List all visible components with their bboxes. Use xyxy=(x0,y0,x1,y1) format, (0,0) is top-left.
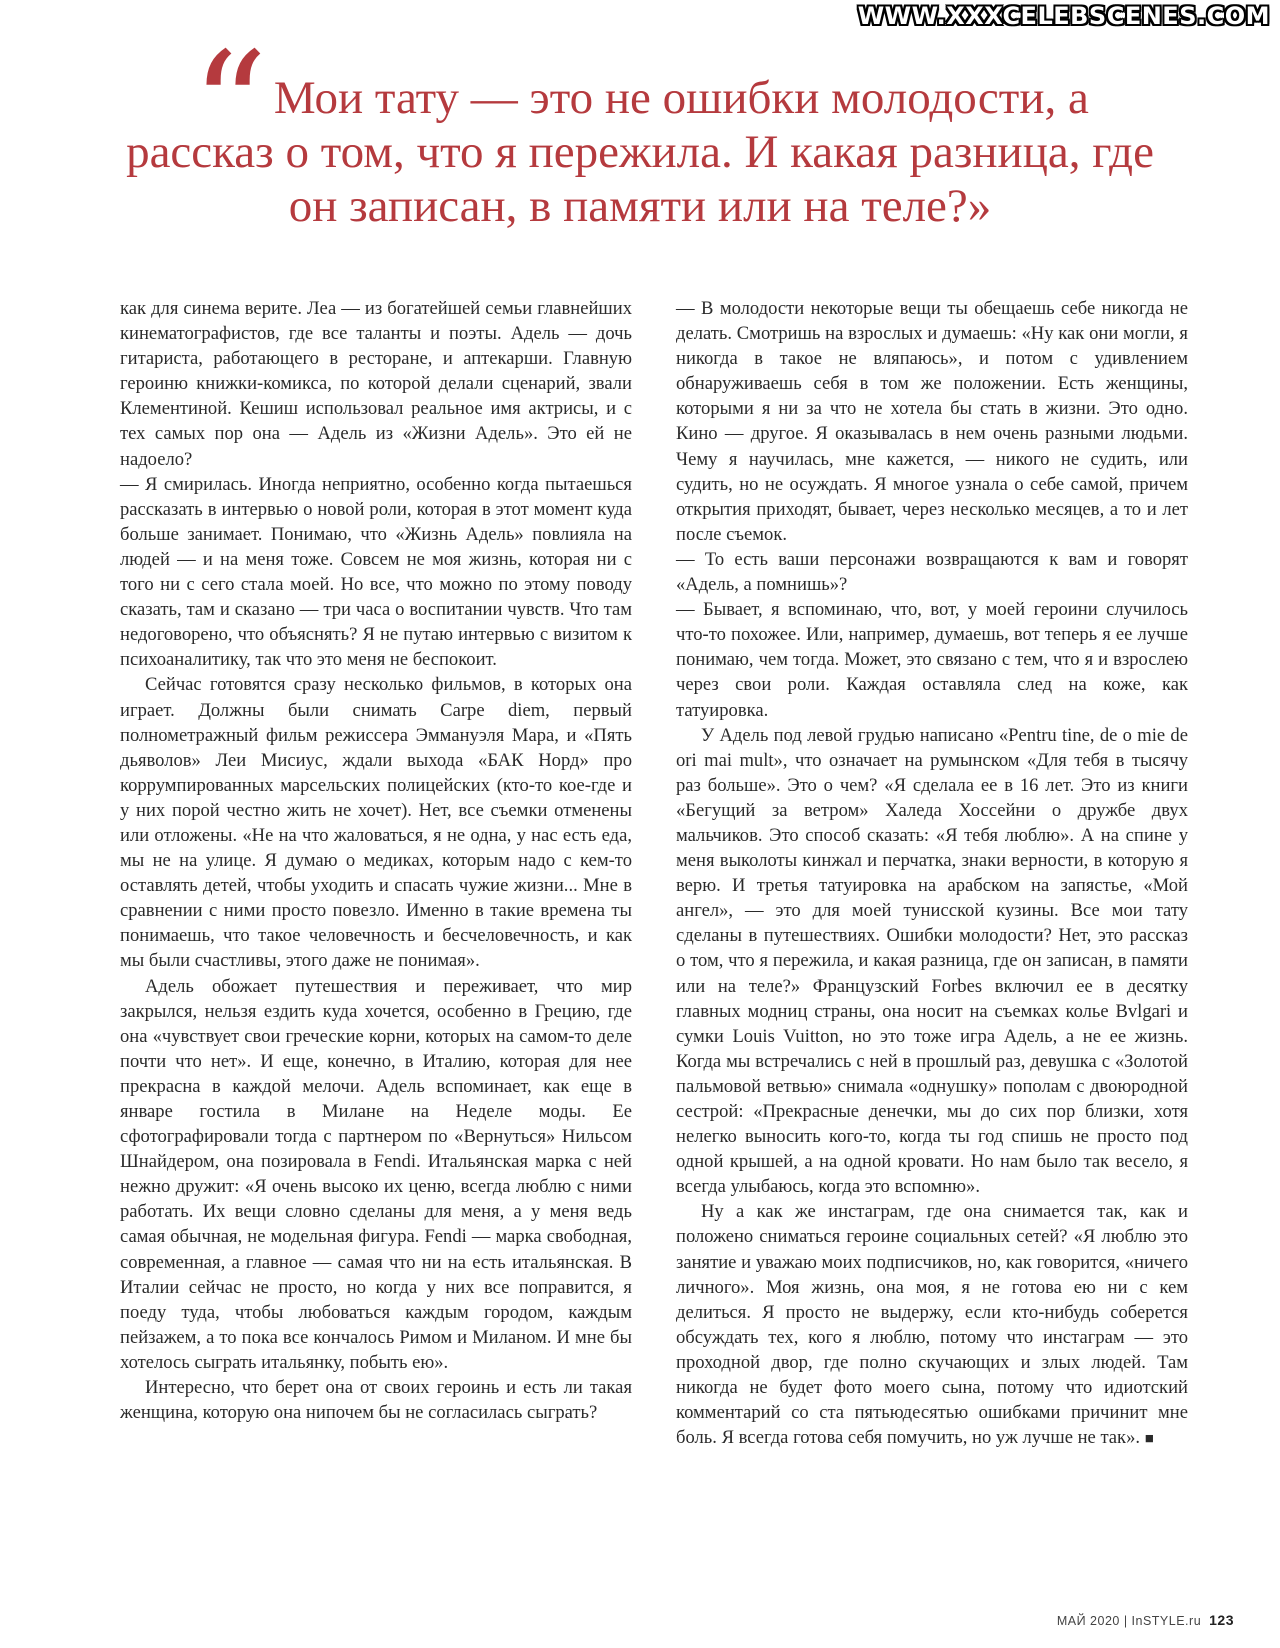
paragraph-text: — То есть ваши персонажи возвращаются к вам и говорят «Адель, а помнишь»? xyxy=(676,548,1188,596)
paragraph-text: — Я смирилась. Иногда неприятно, особенно когда пытаешься рассказать в интервью о новой роли, которая в этот момент куда больше занимает. Понимаю, что «Жизнь Адель» повлияла на людей — и на меня тоже. Совсем не моя жизнь, которая ни с того ни с сего стала моей. Но все, что можно по этому поводу сказать, там и сказано — три часа о воспитании чувств. Что там недоговорено, что объяснять? Я не путаю интервью с визитом к психоаналитику, так что это меня не беспокоит. xyxy=(120,473,632,671)
paragraph-text: — Бывает, я вспоминаю, что, вот, у моей героини случилось что-то похожее. Или, например, думаешь, вот теперь я ее лучше понимаю, чем тогда. Может, это связано с тем, что я и взрослею через свои роли. Каждая оставляла след на коже, как татуировка. xyxy=(676,599,1188,721)
paragraph xyxy=(120,296,632,472)
pull-quote-text: Мои тату — это не ошибки молодости, а рассказ о том, что я пережила. И какая разница, где он записан, в памяти или на теле?» xyxy=(126,72,1154,232)
paragraph-text: Адель обожает путешествия и переживает, что мир закрылся, нельзя ездить куда хочется, особенно в Грецию, где она «чувствует свои греческие корни, которых на самом-то деле почти что нет». И еще, конечно, в Италию, которая для нее прекрасна в каждой мелочи. Адель вспоминает, как еще в январе гостила в Милане на Неделе моды. Ее сфотографировали тогда с партнером по «Вернуться» Нильсом Шнайдером, она позировала в Fendi. Итальянская марка с ней нежно дружит: «Я очень высоко их ценю, всегда люблю с ними работать. Их вещи словно сделаны для меня, а у меня ведь самая обычная, не модельная фигура. Fendi — марка свободная, современная, а главное — самая что ни на есть итальянская. В Италии сейчас не просто, но когда у них все поправится, я поеду туда, чтобы любоваться каждым городом, каждым пейзажем, а то пока все кончалось Римом и Миланом. И мне бы хотелось сыграть итальянку, побыть ею». xyxy=(120,975,632,1373)
paragraph xyxy=(120,974,632,1376)
watermark: WWW.XXXCELEBSCENES.COM xyxy=(857,2,1270,30)
article-column-left xyxy=(120,296,632,1425)
paragraph-text: Сейчас готовятся сразу несколько фильмов, в которых она играет. Должны были снимать Carpe diem, первый полнометражный фильм режиссера Эммануэля Мара, и «Пять дьяволов» Леи Мисиус, ждали выхода «БАК Норд» про коррумпированных марсельских полицейских (кто-то кое-где и у них порой честно жить не хочет). Нет, все съемки отменены или отложены. «Не на что жаловаться, я не одна, у нас есть еда, мы не на улице. Я думаю о медиках, которым надо с кем-то оставлять детей, чтобы уходить и спасать чужие жизни... Мне в сравнении с ними просто повезло. Именно в такие времена ты понимаешь, что такое человечность и бесчеловечность, и как мы были счастливы, этого даже не понимая». xyxy=(120,674,632,972)
page-footer xyxy=(1057,1612,1234,1628)
paragraph-text: — В молодости некоторые вещи ты обещаешь себе никогда не делать. Смотришь на взрослых и думаешь: «Ну как они могли, я никогда в такое не вляпаюсь», и потом с удивлением обнаруживаешь себя в том же положении. Есть женщины, которыми я ни за что не хотела бы стать в жизни. Это одно. Кино — другое. Я оказывалась в нем очень разными людьми. Чему я научилась, мне кажется, — никого не судить, или судить, но не осуждать. Я многое узнала о себе самой, причем открытия приходят, бывает, через несколько месяцев, а то и лет после съемок. xyxy=(676,298,1188,545)
paragraph xyxy=(676,723,1188,1200)
end-of-article-mark: ■ xyxy=(1144,1431,1154,1448)
paragraph-text: Ну а как же инстаграм, где она снимается так, как и положено сниматься героине социальных сетей? «Я люблю это занятие и уважаю моих подписчиков, но, как говорится, «ничего личного». Моя жизнь, она моя, я не готова ею ни с кем делиться. Я просто не выдержу, если кто-нибудь соберется обсуждать тех, кого я люблю, потому что инстаграм — это проходной двор, где полно скучающих и злых людей. Там никогда не будет фото моего сына, потому что идиотский комментарий со ста пятьюдесятью ошибками причинит мне боль. Я всегда готова себя помучить, но уж лучше не так». xyxy=(676,1201,1188,1449)
paragraph-text: У Адель под левой грудью написано «Pentru tine, de o mie de ori mai mult», что означает на румынском «Для тебя в тысячу раз больше». Это о чем? «Я сделала ее в 16 лет. Это из книги «Бегущий за ветром» Халеда Хоссейни о дружбе двух мальчиков. Это способ сказать: «Я тебя люблю». А на спине у меня выколоты кинжал и перчатка, знаки верности, в которую я верю. И третья татуировка на арабском на запястье, «Мой ангел», — это для моей тунисской кузины. Все мои тату сделаны в путешествиях. Ошибки молодости? Нет, это рассказ о том, что я пережила, и какая разница, где он записан, в памяти или на теле?» Французский Forbes включил ее в десятку главных модниц страны, она носит на съемках колье Bvlgari и сумки Louis Vuitton, но это тоже игра Адель, а не ее жизнь. Когда мы встречались с ней в прошлый раз, девушка с «Золотой пальмовой ветвью» снимала «однушку» пополам с двоюродной сестрой: «Прекрасные денечки, мы до сих пор близки, хотя нелегко выносить кого-то, когда ты год спишь не просто под одной крышей, а на одной кровати. Но нам было так весело, я всегда улыбаюсь, когда это вспомню». xyxy=(676,724,1188,1198)
paragraph xyxy=(676,547,1188,597)
page-number: 123 xyxy=(1209,1612,1234,1628)
issue-label: МАЙ 2020 | InSTYLE.ru xyxy=(1056,1614,1202,1628)
paragraph xyxy=(120,672,632,973)
open-quote-mark: “ xyxy=(191,21,268,195)
paragraph xyxy=(676,296,1188,547)
paragraph xyxy=(676,597,1188,722)
paragraph xyxy=(676,1199,1188,1452)
paragraph-text: как для синема верите. Леа — из богатейшей семьи главнейших кинематографистов, где все таланты и поэты. Адель — дочь гитариста, работающего в ресторане, и аптекарши. Главную героиню книжки-комикса, по которой делали сценарий, звали Клементиной. Кешиш использовал реальное имя актрисы, и с тех самых пор она — Адель из «Жизни Адель». Это ей не надоело? xyxy=(120,298,632,470)
paragraph-text: Интересно, что берет она от своих героинь и есть ли такая женщина, которую она нипочем бы не согласилась сыграть? xyxy=(120,1377,632,1424)
paragraph xyxy=(120,472,632,673)
article-column-right xyxy=(676,296,1188,1452)
pull-quote xyxy=(120,21,1160,233)
paragraph xyxy=(120,1375,632,1425)
